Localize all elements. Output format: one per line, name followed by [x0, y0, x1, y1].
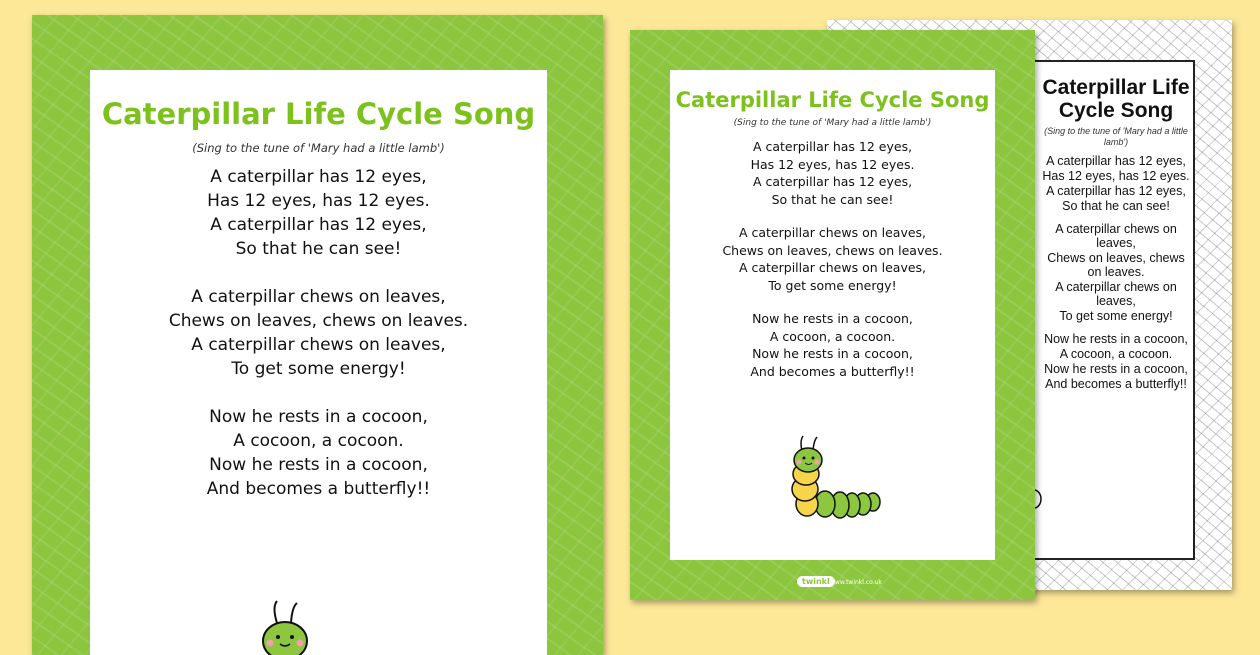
verse-line: A caterpillar has 12 eyes,: [752, 139, 913, 154]
verse-line: A caterpillar has 12 eyes,: [752, 174, 913, 189]
verse-line: Now he rests in a cocoon,: [209, 407, 428, 427]
verse-line: To get some energy!: [231, 359, 406, 379]
verse-line: So that he can see!: [1062, 199, 1170, 213]
brand-logo: twinkl: [797, 576, 835, 587]
verse-line: A caterpillar has 12 eyes,: [210, 167, 427, 187]
title: Caterpillar Life Cycle Song: [675, 88, 990, 112]
green-worksheet-preview: [630, 30, 1035, 600]
bw-subtitle: (Sing to the tune of 'Mary had a little lamb'): [1044, 126, 1188, 147]
verse-line: Chews on leaves, chews on leaves.: [168, 311, 469, 331]
verse-line: Chews on leaves, chews on leaves.: [1047, 251, 1185, 279]
verses: [670, 138, 995, 380]
page-title: Caterpillar Life Cycle Song: [101, 97, 536, 131]
verse-line: So that he can see!: [235, 239, 402, 259]
verse-line: A caterpillar has 12 eyes,: [210, 215, 427, 235]
verse-line: So that he can see!: [771, 191, 894, 207]
verse-line: Now he rests in a cocoon,: [752, 346, 913, 361]
verse-line: Has 12 eyes, has 12 eyes.: [750, 156, 915, 172]
verse-line: To get some energy!: [768, 277, 897, 293]
subtitle: (Sing to the tune of 'Mary had a little lamb'): [733, 118, 932, 128]
verse-line: And becomes a butterfly!!: [1045, 377, 1187, 391]
verse-line: A cocoon, a cocoon.: [1059, 347, 1173, 361]
verse-line: Chews on leaves, chews on leaves.: [722, 242, 943, 258]
song-verses: [90, 165, 547, 501]
brand-url: www.twinkl.co.uk: [830, 579, 882, 586]
verse-line: A caterpillar has 12 eyes,: [1046, 154, 1186, 168]
verse-line: A caterpillar chews on leaves,: [1055, 280, 1177, 308]
verse-line: A cocoon, a cocoon.: [233, 431, 404, 451]
caterpillar-icon: [785, 432, 885, 527]
worksheet-content: [90, 70, 547, 655]
verse-line: A caterpillar chews on leaves,: [738, 260, 927, 275]
verse-line: Has 12 eyes, has 12 eyes.: [1042, 169, 1190, 183]
bw-verses: [1041, 154, 1191, 391]
verse-line: A caterpillar chews on leaves,: [191, 335, 446, 355]
bw-title: Caterpillar Life Cycle Song: [1042, 76, 1190, 122]
verse-line: Has 12 eyes, has 12 eyes.: [207, 191, 430, 211]
green-worksheet-content: [670, 70, 995, 560]
green-worksheet-large: [32, 15, 603, 655]
verse-line: A caterpillar chews on leaves,: [1055, 222, 1177, 250]
page-subtitle: (Sing to the tune of 'Mary had a little lamb'): [192, 141, 445, 155]
verse-line: A caterpillar chews on leaves,: [191, 287, 446, 307]
verse-line: And becomes a butterfly!!: [750, 363, 915, 379]
verse-line: And becomes a butterfly!!: [206, 479, 431, 499]
verse-line: A caterpillar chews on leaves,: [738, 225, 927, 240]
verse-line: Now he rests in a cocoon,: [752, 311, 913, 326]
verse-line: Now he rests in a cocoon,: [1044, 362, 1188, 376]
bw-visible-column: [1041, 76, 1191, 392]
verse-line: A cocoon, a cocoon.: [769, 328, 896, 344]
caterpillar-icon: [255, 595, 315, 655]
verse-line: Now he rests in a cocoon,: [1044, 332, 1188, 346]
verse-line: To get some energy!: [1059, 309, 1173, 323]
verse-line: Now he rests in a cocoon,: [209, 455, 428, 475]
verse-line: A caterpillar has 12 eyes,: [1046, 184, 1186, 198]
